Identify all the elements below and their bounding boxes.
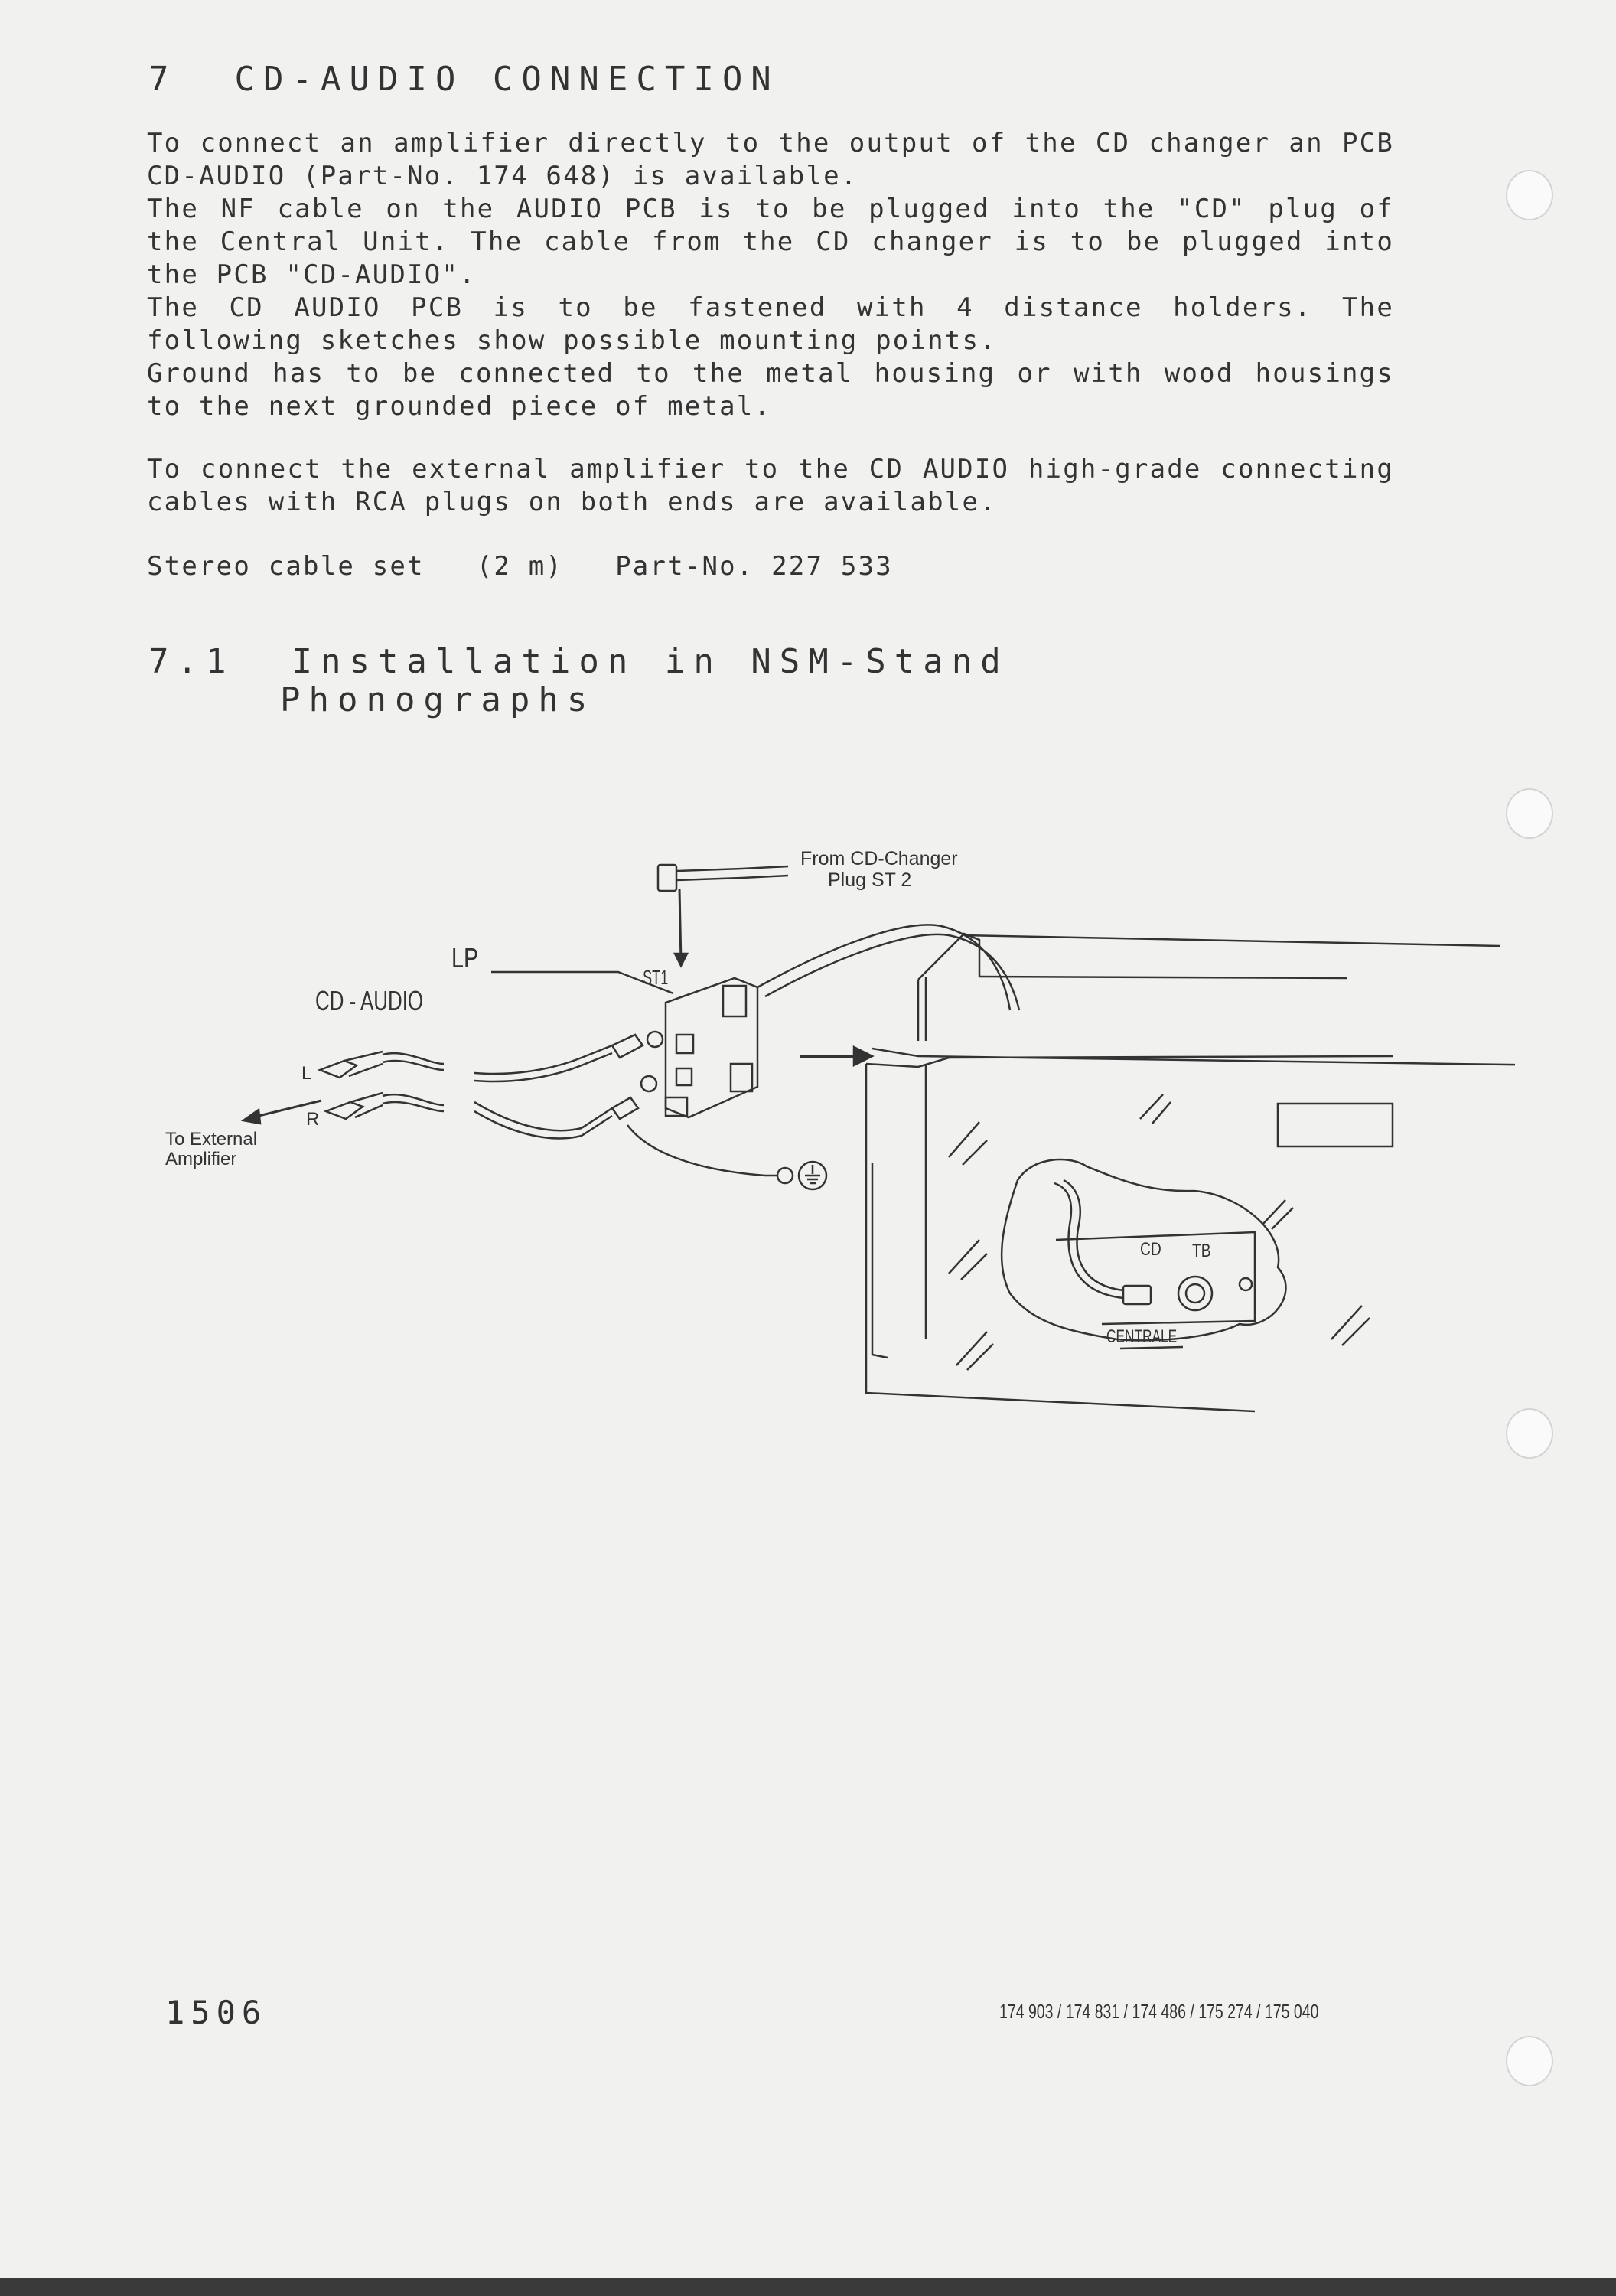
tb-socket [1178, 1277, 1212, 1310]
cable-set-label: Stereo cable set [147, 551, 425, 582]
pcb-pad-1 [676, 1035, 693, 1053]
to-external-label-2: Amplifier [165, 1149, 237, 1169]
punch-hole-2 [1506, 788, 1553, 839]
rca-plug-pcb-lower [612, 1097, 638, 1119]
plug-st2-label: Plug ST 2 [828, 869, 912, 891]
rca-socket-upper [647, 1032, 663, 1047]
page-number: 1506 [165, 1994, 268, 2031]
st2-arrow [679, 889, 681, 963]
section-number: 7 [148, 60, 178, 99]
housing-back-panel [918, 934, 979, 980]
left-channel-label: L [301, 1063, 312, 1084]
ground-wire [627, 1125, 777, 1176]
cable-set-length: (2 m) [476, 551, 564, 582]
lp-label: LP [451, 941, 479, 974]
centrale-underline [1120, 1347, 1183, 1349]
tb-socket-inner [1186, 1284, 1204, 1303]
cd-audio-label: CD - AUDIO [315, 985, 424, 1017]
punch-hole-4 [1506, 2036, 1553, 2086]
subsection-title-line1: Installation in NSM-Stand [292, 642, 1009, 681]
pcb-pad-2 [676, 1068, 692, 1085]
glass-hatch-3 [949, 1240, 987, 1280]
rca-plug-pcb-upper [612, 1035, 643, 1058]
rca-plug-right [326, 1093, 383, 1119]
centrale-label: CENTRALE [1106, 1326, 1178, 1347]
pcb-connector-bottom [731, 1064, 752, 1091]
page-edge [0, 2278, 1616, 2296]
glass-hatch-6 [1331, 1306, 1370, 1345]
cable-to-pcb-lower [474, 1102, 612, 1138]
housing-left-leg [872, 1163, 888, 1358]
from-changer-label: From CD-Changer [800, 848, 958, 869]
cd-socket-label: CD [1140, 1238, 1162, 1260]
housing-slot [1278, 1104, 1393, 1146]
rca-socket-lower [641, 1076, 656, 1091]
housing-top-edge [964, 935, 1500, 946]
glass-hatch-5 [1262, 1200, 1293, 1229]
footer-part-numbers: 174 903 / 174 831 / 174 486 / 175 274 / 175 040 [999, 2000, 1319, 2023]
cable-set-part-no: Part-No. 227 533 [615, 551, 893, 582]
changer-plug [658, 865, 676, 891]
section-heading [148, 60, 780, 99]
cable-paragraph: To connect the external amplifier to the CD AUDIO high-grade connecting cables with RCA plugs on both ends are available. [147, 454, 1394, 517]
pcb-connector-top [723, 986, 746, 1016]
cd-plug [1123, 1286, 1151, 1304]
housing-rear-rim [979, 977, 1347, 978]
installation-diagram [153, 834, 1515, 1462]
to-external-label-1: To External [165, 1129, 258, 1150]
st1-label: ST1 [643, 966, 669, 989]
housing-side [918, 977, 926, 1041]
screw [1240, 1278, 1252, 1290]
subsection-heading [148, 643, 1009, 719]
tb-socket-label: TB [1192, 1239, 1211, 1261]
subsection-number: 7.1 [148, 642, 235, 681]
cable-left [383, 1053, 444, 1070]
changer-cable [676, 866, 788, 880]
ground-lug [777, 1168, 793, 1183]
glass-hatch-4 [956, 1332, 993, 1370]
glass-hatch-2 [1140, 1094, 1171, 1124]
cable-to-pcb-upper [474, 1045, 612, 1081]
section-title: CD-AUDIO CONNECTION [234, 60, 780, 99]
punch-hole-1 [1506, 170, 1553, 220]
audio-pcb [666, 978, 758, 1117]
right-channel-label: R [306, 1109, 320, 1130]
cable-set-line [147, 550, 1394, 583]
cable-right [383, 1094, 444, 1111]
housing-front-panel [866, 1064, 1255, 1411]
rca-plug-left [320, 1052, 383, 1078]
intro-paragraph: To connect an amplifier directly to the output of the CD changer an PCB CD-AUDIO (Part-No. 174 648) is available. The NF cable on the AUDIO PCB is to be plugged into the "CD" plug of the Central Unit. The cable from the CD changer is to be plugged into the PCB "CD-AUDIO". The CD AUDIO PCB is to be fastened with 4 distance holders. The following sketches show possible mounting points. Ground has to be connected to the metal housing or with wood housings to the next grounded piece of metal. [147, 128, 1394, 422]
glass-hatch-1 [949, 1122, 987, 1165]
subsection-title-line2: Phonographs [280, 680, 596, 719]
